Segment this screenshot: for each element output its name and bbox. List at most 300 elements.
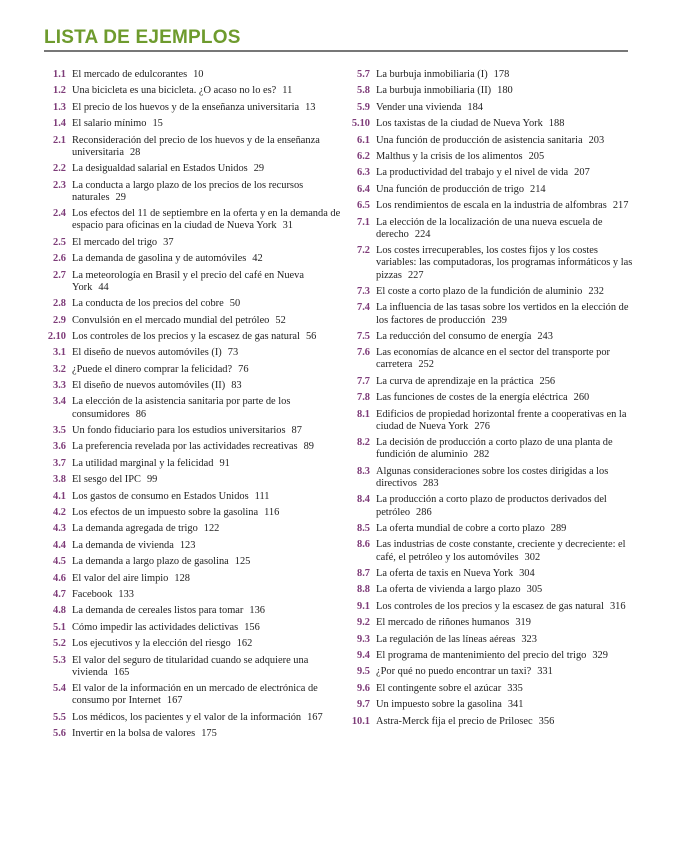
example-text [376,69,634,81]
example-text [72,507,342,519]
example-text [72,396,342,420]
example-page: 331 [537,666,553,678]
example-title: La influencia de las tasas sobre los vertidos en la elección de los factores de producción [376,302,629,326]
example-text [376,634,634,646]
example-title: La demanda de vivienda [72,539,174,551]
example-text [72,491,342,503]
example-text [376,617,634,629]
example-page: 323 [521,633,537,645]
example-number: 4.2 [53,507,66,518]
example-text [376,409,634,433]
example-page: 29 [115,191,126,203]
example-title: El contingente sobre el azúcar [376,682,502,694]
example-number: 8.1 [357,408,370,420]
example-page: 335 [507,682,523,694]
example-title: Las funciones de costes de la energía eléctrica [376,392,568,404]
example-page: 319 [515,617,531,629]
example-page: 224 [414,228,431,240]
example-text [376,200,634,212]
example-entry [340,102,634,114]
example-entry [40,315,342,327]
example-number: 4.8 [53,605,66,617]
example-page: 341 [507,699,524,711]
example-entry [40,298,342,310]
example-entry [340,650,634,662]
example-title: El mercado de edulcorantes [72,69,188,80]
example-text [72,712,342,724]
example-title: Las economías de alcance en el sector del transporte por carretera [376,347,610,371]
example-number: 4.5 [53,556,66,568]
example-entry [40,425,342,437]
example-title: Los efectos de un impuesto sobre la gasolina [72,507,259,518]
example-text [376,85,634,97]
example-page: 86 [135,408,147,420]
example-title: La producción a corto plazo de productos derivados del petróleo [376,494,607,518]
example-page: 282 [473,449,490,461]
example-page: 52 [275,314,286,326]
example-page: 87 [291,425,302,437]
example-page: 133 [118,588,134,600]
example-text [72,441,342,453]
example-title: El diseño de nuevos automóviles (I) [72,347,222,359]
example-text [376,151,634,163]
example-number: 7.6 [357,347,370,359]
example-entry [40,458,342,470]
example-number: 9.2 [357,617,370,629]
example-number: 2.4 [53,208,66,220]
example-title: Facebook [72,588,113,600]
example-number: 5.5 [53,711,66,723]
example-text [376,102,634,114]
example-entry [40,347,342,359]
example-text [376,347,634,371]
example-page: 123 [179,539,196,551]
example-title: El precio de los huevos y de la enseñanza universitaria [72,101,300,113]
example-title: Los médicos, los pacientes y el valor de la información [72,711,302,723]
example-page: 260 [573,392,590,404]
example-page: 239 [491,314,507,326]
example-title: Convulsión en el mercado mundial del petróleo [72,314,270,326]
example-number: 9.1 [357,600,370,612]
example-number: 4.1 [53,490,66,502]
example-text [376,392,634,404]
example-entry [40,270,342,294]
example-entry [340,167,634,179]
example-entry [340,392,634,404]
example-title: Los costes irrecuperables, los costes fijos y los costes variables: las computadoras, los programas informáticos y las pizzas [376,245,633,281]
example-title: El diseño de nuevos automóviles (II) [72,380,226,392]
example-entry [340,601,634,613]
example-entry [340,409,634,433]
example-number: 2.6 [53,253,66,265]
example-page: 175 [201,728,217,740]
example-entry [40,85,342,97]
example-title: La utilidad marginal y la felicidad [72,457,214,469]
example-number: 10.1 [351,715,370,727]
examples-column-left [40,69,342,744]
example-entry [40,638,342,650]
example-text [72,655,342,679]
example-entry [40,208,342,232]
example-page: 111 [254,490,270,502]
example-number: 3.8 [53,474,66,486]
example-number: 2.5 [53,236,66,248]
example-title: Cómo impedir las actividades delictivas [72,621,239,633]
example-text [72,622,342,634]
example-text [376,331,634,343]
example-text [376,584,634,596]
example-page: 31 [282,220,293,232]
example-entry [340,85,634,97]
example-number: 6.4 [357,183,370,195]
example-entry [340,584,634,596]
example-title: La demanda agregada de trigo [72,523,198,535]
example-title: El sesgo del IPC [72,474,141,486]
example-number: 2.8 [53,298,66,310]
example-entry [40,523,342,535]
example-page: 329 [592,649,608,661]
example-page: 11 [282,85,293,97]
example-page: 252 [418,359,434,371]
example-entry [40,507,342,519]
example-page: 214 [530,183,546,195]
example-number: 5.10 [351,118,370,130]
example-title: La preferencia revelada por las actividades recreativas [72,441,298,453]
example-title: El mercado del trigo [72,236,158,248]
example-title: Invertir en la bolsa de valores [72,728,196,740]
example-page: 10 [193,69,204,80]
example-title: El programa de mantenimiento del precio del trigo [376,649,587,661]
example-number: 8.3 [357,465,370,477]
example-number: 9.7 [357,699,370,711]
example-title: Una función de producción de trigo [376,183,525,195]
example-entry [340,617,634,629]
example-title: La demanda de gasolina y de automóviles [72,253,247,265]
example-entry [40,102,342,114]
example-number: 4.7 [53,588,66,600]
example-number: 4.3 [53,523,66,535]
example-text [72,364,342,376]
example-number: 7.3 [357,285,370,297]
example-entry [340,466,634,490]
example-text [72,180,342,204]
example-title: La regulación de las líneas aéreas [376,633,516,645]
example-number: 2.10 [47,330,66,342]
example-entry [340,437,634,461]
example-entry [40,69,342,81]
example-number: 6.5 [357,200,370,212]
example-number: 6.2 [357,150,370,162]
example-number: 2.9 [53,314,66,326]
example-text [72,163,342,175]
example-title: La oferta mundial de cobre a corto plazo [376,523,545,535]
example-number: 8.4 [357,494,370,506]
example-entry [40,135,342,159]
example-text [72,69,342,81]
example-title: Un impuesto sobre la gasolina [376,699,502,711]
example-text [72,425,342,437]
example-page: 232 [588,285,604,297]
example-entry [40,396,342,420]
example-text [376,184,634,196]
example-number: 8.8 [357,584,370,596]
example-number: 8.2 [357,437,370,449]
example-title: Los rendimientos de escala en la industria de alfombras [376,200,607,212]
example-text [376,118,634,130]
example-title: La burbuja inmobiliaria (II) [376,85,492,97]
example-title: La decisión de producción a corto plazo de una planta de fundición de aluminio [376,437,613,461]
example-entry [340,69,634,81]
example-page: 305 [526,584,543,596]
example-title: ¿Puede el dinero comprar la felicidad? [72,363,233,375]
example-title: Una bicicleta es una bicicleta. ¿O acaso no lo es? [72,85,277,97]
example-page: 125 [234,556,251,568]
example-number: 1.2 [53,85,66,97]
example-entry [340,151,634,163]
example-entry [40,118,342,130]
example-page: 167 [166,695,183,707]
example-title: Los controles de los precios y la escasez de gas natural [72,330,300,342]
example-page: 13 [305,101,316,113]
example-entry [340,331,634,343]
example-text [376,523,634,535]
example-page: 356 [538,715,555,727]
example-page: 156 [244,621,260,633]
page-header [44,27,241,49]
example-number: 5.9 [357,101,370,113]
example-entry [340,683,634,695]
example-text [72,605,342,617]
example-title: Las industrias de coste constante, creciente y decreciente: el café, el petróleo y los automóviles [376,539,626,563]
example-entry [340,118,634,130]
example-title: La elección de la asistencia sanitaria por parte de los consumidores [72,396,291,420]
example-page: 180 [497,85,513,97]
example-text [72,237,342,249]
example-text [376,650,634,662]
example-text [376,466,634,490]
example-page: 122 [203,523,220,535]
example-entry [40,712,342,724]
example-text [72,253,342,265]
example-number: 7.4 [357,302,370,314]
example-page: 89 [303,441,314,453]
example-number: 7.7 [357,375,370,387]
example-number: 8.6 [357,539,370,551]
example-text [376,494,634,518]
example-text [72,315,342,327]
example-number: 9.5 [357,666,370,678]
example-title: La curva de aprendizaje en la práctica [376,375,534,387]
example-text [376,568,634,580]
example-number: 7.8 [357,392,370,404]
example-page: 76 [238,363,249,375]
example-text [72,683,342,707]
example-text [72,380,342,392]
example-text [376,683,634,695]
example-entry [340,286,634,298]
example-page: 42 [252,253,263,265]
example-entry [40,364,342,376]
example-entry [340,634,634,646]
example-number: 5.7 [357,69,370,80]
example-number: 5.2 [53,638,66,650]
example-page: 29 [253,163,265,175]
example-entry [40,380,342,392]
example-number: 3.1 [53,347,66,359]
example-page: 136 [249,605,265,617]
example-number: 2.7 [53,269,66,281]
example-number: 8.7 [357,568,370,580]
example-number: 3.4 [53,396,66,408]
example-entry [340,523,634,535]
example-text [376,539,634,563]
example-page: 162 [236,638,253,650]
example-number: 5.4 [53,683,66,695]
example-title: El mercado de riñones humanos [376,617,510,629]
example-entry [40,331,342,343]
example-title: La demanda a largo plazo de gasolina [72,556,229,568]
example-title: La burbuja inmobiliaria (I) [376,69,488,80]
example-title: Vender una vivienda [376,101,462,113]
example-entry [340,539,634,563]
example-number: 7.2 [357,245,370,257]
example-page: 128 [174,572,190,584]
example-text [72,523,342,535]
example-title: La conducta a largo plazo de los precios de los recursos naturales [72,179,304,203]
example-entry [40,655,342,679]
example-title: El salario mínimo [72,118,147,130]
example-entry [340,716,634,728]
example-title: Reconsideración del precio de los huevos y de la enseñanza universitaria [72,134,320,158]
example-entry [340,568,634,580]
example-entry [340,245,634,282]
example-number: 3.6 [53,441,66,453]
example-title: El valor de la información en un mercado de electrónica de consumo por Internet [72,683,318,707]
example-text [72,102,342,114]
example-title: Los gastos de consumo en Estados Unidos [72,490,249,502]
example-page: 286 [416,506,432,518]
example-title: Astra-Merck fija el precio de Prilosec [376,715,533,727]
example-page: 256 [539,375,556,387]
example-title: Una función de producción de asistencia sanitaria [376,134,583,146]
example-page: 188 [548,118,565,130]
example-entry [340,200,634,212]
example-page: 167 [307,711,323,723]
example-entry [340,494,634,518]
example-page: 56 [305,330,317,342]
example-text [72,298,342,310]
example-title: ¿Por qué no puedo encontrar un taxi? [376,666,532,678]
example-page: 83 [231,380,242,392]
example-entry [40,441,342,453]
example-title: Los taxistas de la ciudad de Nueva York [376,118,543,130]
example-number: 1.1 [53,69,66,80]
example-entry [340,217,634,241]
example-text [72,85,342,97]
example-title: Algunas consideraciones sobre los costes dirigidas a los directivos [376,465,609,490]
example-entry [40,589,342,601]
example-entry [40,683,342,707]
example-text [72,540,342,552]
example-page: 243 [537,330,553,342]
example-page: 289 [550,523,567,535]
example-entry [40,622,342,634]
example-text [72,347,342,359]
example-page: 316 [609,600,626,612]
example-entry [40,605,342,617]
example-text [376,716,634,728]
example-entry [340,666,634,678]
example-title: Los ejecutivos y la elección del riesgo [72,638,231,650]
example-page: 116 [264,507,280,518]
example-page: 302 [524,551,541,563]
example-title: Los efectos del 11 de septiembre en la oferta y en la demanda de espacio para oficinas en la ciudad de Nueva York [72,208,341,232]
example-entry [40,237,342,249]
example-title: La desigualdad salarial en Estados Unidos [72,163,248,175]
example-text [376,437,634,461]
example-page: 91 [219,457,230,469]
example-text [72,208,342,232]
example-number: 1.3 [53,101,66,113]
example-page: 44 [98,281,109,293]
example-text [72,556,342,568]
example-number: 9.6 [357,682,370,694]
example-page: 99 [146,474,158,486]
example-entry [40,573,342,585]
example-number: 5.3 [53,654,66,666]
example-entry [40,491,342,503]
examples-column-right [340,69,634,732]
example-page: 28 [129,146,141,158]
example-entry [40,163,342,175]
example-number: 3.7 [53,457,66,469]
example-entry [40,540,342,552]
example-number: 5.6 [53,728,66,740]
example-number: 5.1 [53,621,66,633]
example-title: La conducta de los precios del cobre [72,298,224,310]
example-number: 3.2 [53,363,66,375]
example-page: 184 [467,101,483,113]
example-page: 283 [422,478,439,490]
example-page: 217 [612,200,629,212]
example-title: Malthus y la crisis de los alimentos [376,150,523,162]
example-page: 205 [528,150,545,162]
example-text [376,666,634,678]
example-page: 304 [519,568,535,580]
example-text [72,118,342,130]
example-number: 9.3 [357,633,370,645]
example-number: 1.4 [53,118,66,130]
example-entry [340,184,634,196]
example-number: 3.5 [53,425,66,437]
example-text [72,270,342,294]
example-number: 7.5 [357,330,370,342]
example-entry [340,135,634,147]
example-text [72,638,342,650]
example-title: La productividad del trabajo y el nivel de vida [376,167,569,179]
example-title: Los controles de los precios y la escasez de gas natural [376,600,604,612]
page-title: LISTA DE EJEMPLOS [44,27,241,48]
example-title: La reducción del consumo de energía [376,330,532,342]
example-entry [340,699,634,711]
example-text [376,245,634,282]
example-page: 207 [574,167,590,179]
example-title: Un fondo fiduciario para los estudios universitarios [72,425,286,437]
header-rule [44,50,628,52]
example-text [72,589,342,601]
example-number: 2.1 [53,134,66,146]
example-entry [40,180,342,204]
